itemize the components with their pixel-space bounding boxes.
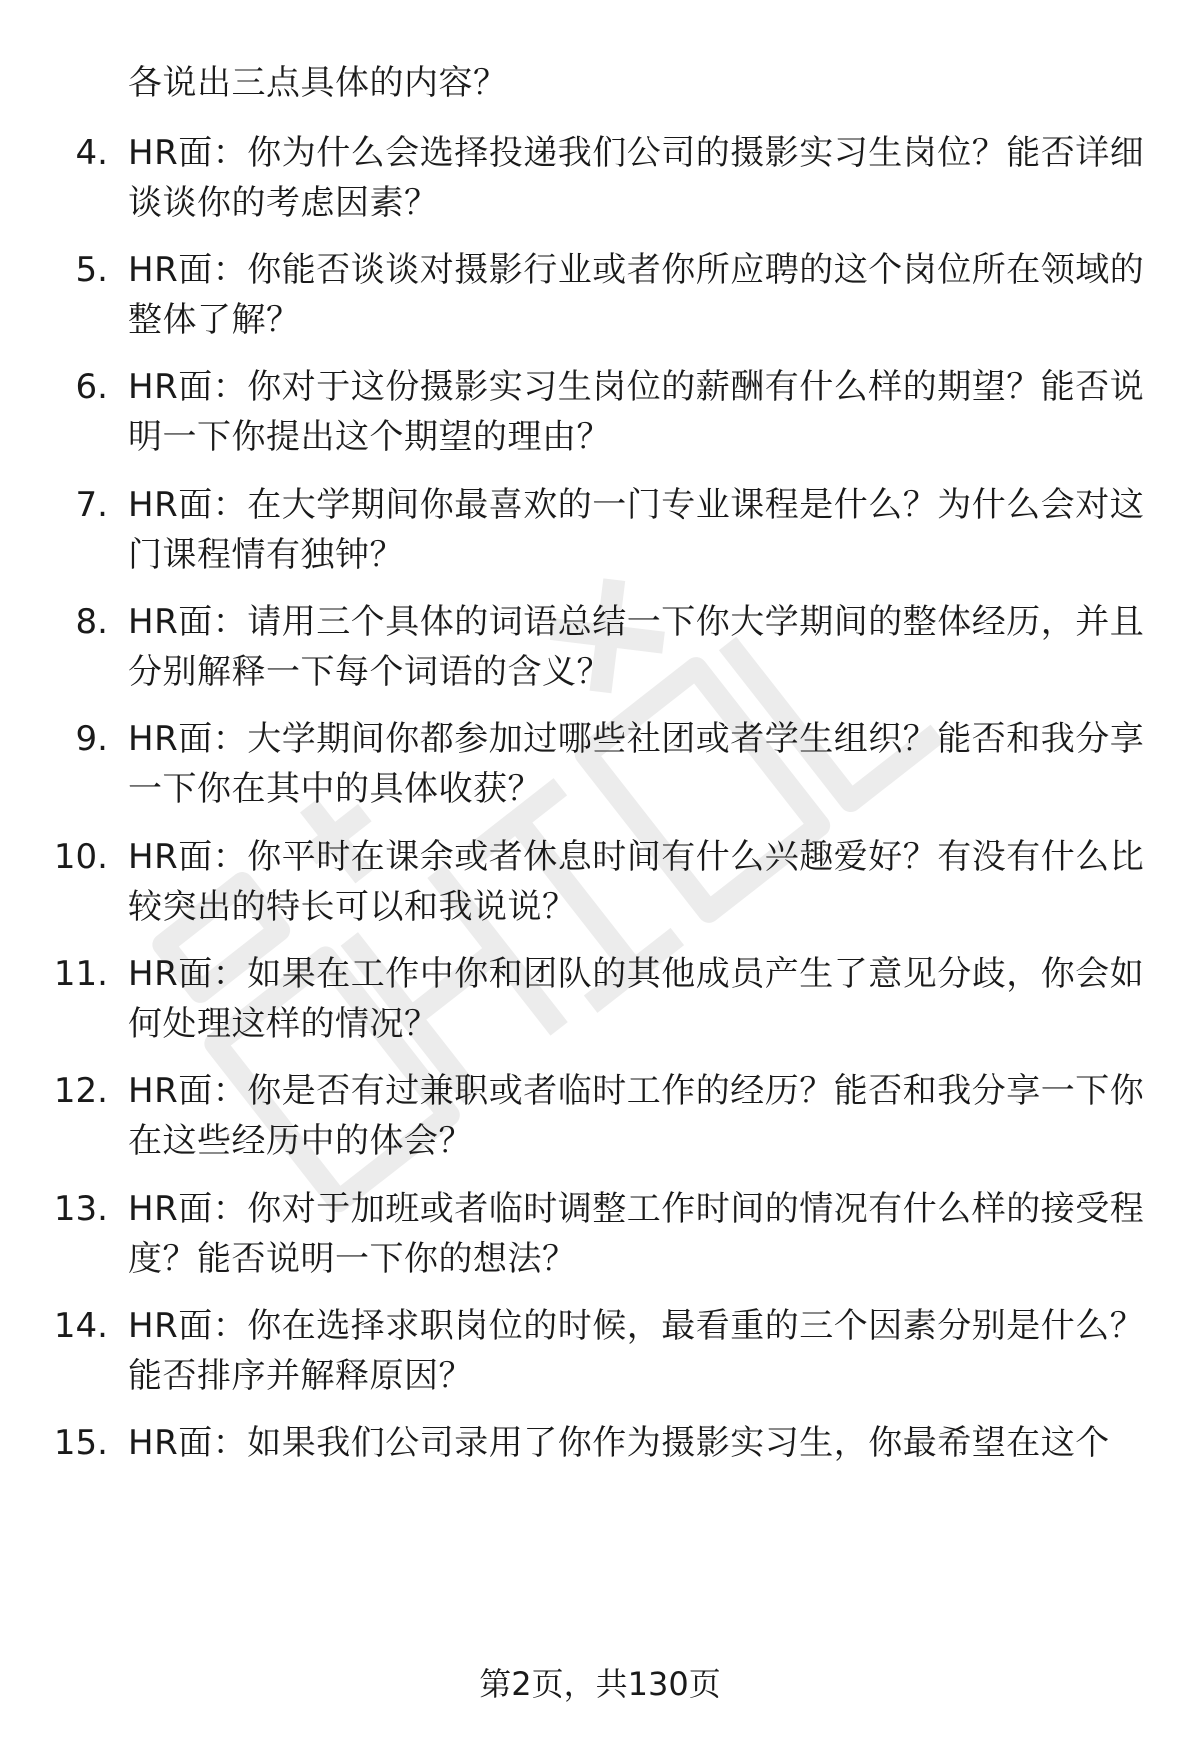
item-number: 7. (75, 485, 108, 525)
item-number: 6. (75, 367, 108, 407)
item-text: HR面：你为什么会选择投递我们公司的摄影实习生岗位？能否详细谈谈你的考虑因素？ (128, 133, 1145, 223)
item-text: HR面：你对于这份摄影实习生岗位的薪酬有什么样的期望？能否说明一下你提出这个期望的理由？ (128, 367, 1145, 457)
item-text: HR面：你能否谈谈对摄影行业或者你所应聘的这个岗位所在领域的整体了解？ (128, 250, 1145, 340)
item-text: HR面：你平时在课余或者休息时间有什么兴趣爱好？有没有什么比较突出的特长可以和我说说？ (128, 837, 1145, 927)
item-number: 12. (53, 1071, 108, 1111)
item-number: 15. (53, 1423, 108, 1463)
item-number: 9. (75, 719, 108, 759)
item-number: 11. (53, 954, 108, 994)
item-text: HR面：你在选择求职岗位的时候，最看重的三个因素分别是什么？能否排序并解释原因？ (128, 1306, 1145, 1396)
item-text: HR面：你对于加班或者临时调整工作时间的情况有什么样的接受程度？能否说明一下你的想法？ (128, 1189, 1145, 1279)
item-text: HR面：如果在工作中你和团队的其他成员产生了意见分歧，你会如何处理这样的情况？ (128, 954, 1145, 1044)
continuation-text: 各说出三点具体的内容？ (128, 63, 508, 103)
item-number: 4. (75, 133, 108, 173)
item-number: 10. (53, 837, 108, 877)
item-text: HR面：请用三个具体的词语总结一下你大学期间的整体经历，并且分别解释一下每个词语的含义？ (128, 602, 1145, 692)
item-number: 14. (53, 1306, 108, 1346)
item-number: 5. (75, 250, 108, 290)
item-number: 8. (75, 602, 108, 642)
page-footer: 第2页，共130页 (479, 1665, 721, 1703)
item-text: HR面：如果我们公司录用了你作为摄影实习生，你最希望在这个 (128, 1423, 1110, 1463)
item-number: 13. (53, 1189, 108, 1229)
item-text: HR面：在大学期间你最喜欢的一门专业课程是什么？为什么会对这门课程情有独钟？ (128, 485, 1145, 575)
item-text: HR面：你是否有过兼职或者临时工作的经历？能否和我分享一下你在这些经历中的体会？ (128, 1071, 1145, 1161)
item-text: HR面：大学期间你都参加过哪些社团或者学生组织？能否和我分享一下你在其中的具体收获？ (128, 719, 1145, 809)
